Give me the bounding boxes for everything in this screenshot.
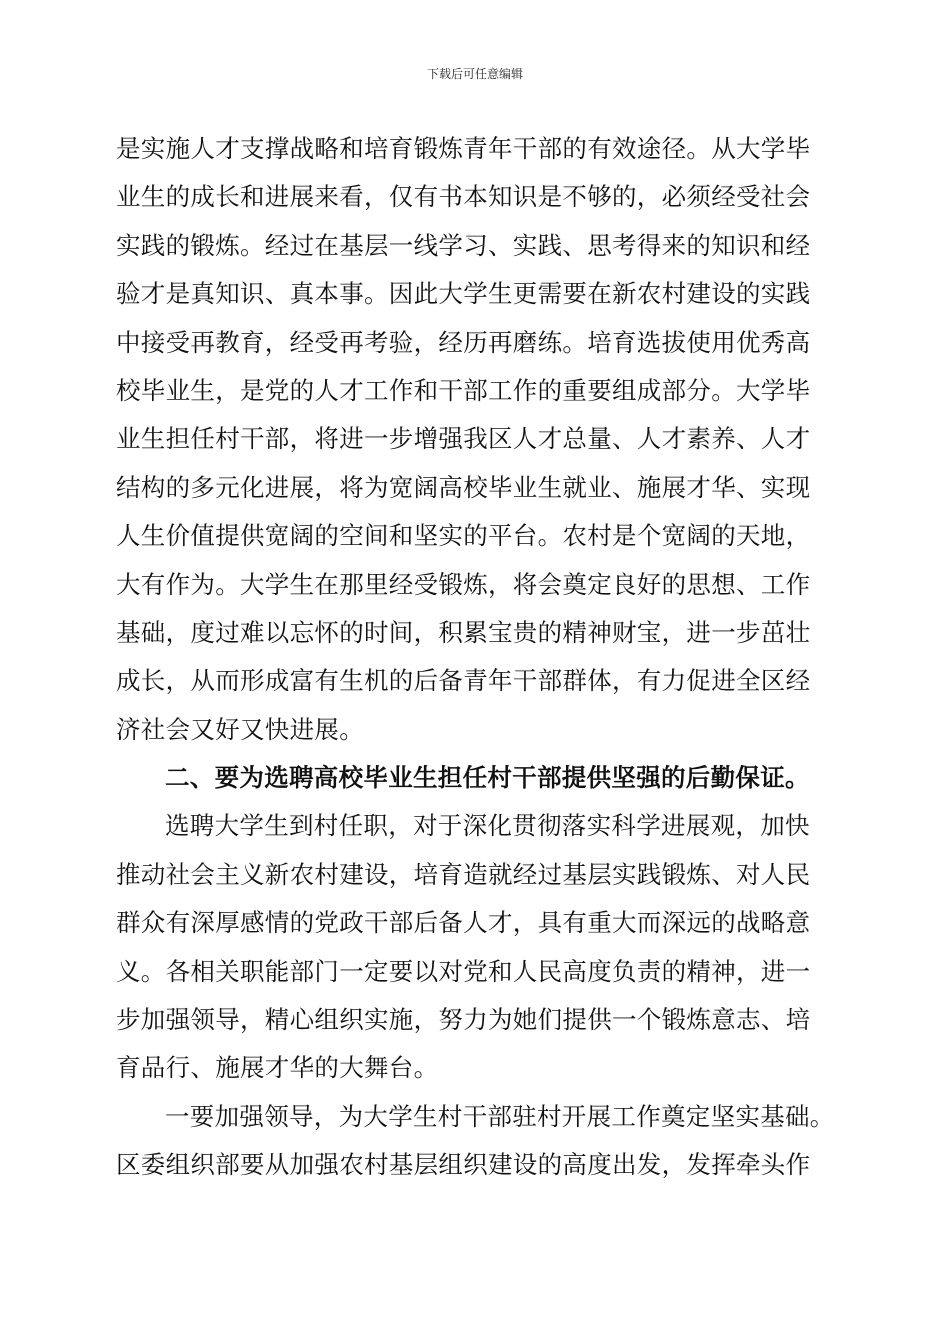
page-header-note: 下载后可任意编辑 (426, 67, 523, 81)
body-line: 选聘大学生到村任职，对于深化贯彻落实科学进展观，加快 (165, 811, 810, 841)
body-line: 步加强领导，精心组织实施，努力为她们提供一个锻炼意志、培 (116, 1005, 811, 1035)
body-line: 实践的锻炼。经过在基层一线学习、实践、思考得来的知识和经 (116, 230, 811, 260)
body-line: 基础，度过难以忘怀的时间，积累宝贵的精神财宝，进一步茁壮 (116, 617, 811, 647)
body-line: 验才是真知识、真本事。因此大学生更需要在新农村建设的实践 (116, 279, 811, 309)
body-line: 济社会又好又快进展。 (116, 714, 364, 744)
body-line: 结构的多元化进展，将为宽阔高校毕业生就业、施展才华、实现 (116, 472, 811, 502)
body-line: 中接受再教育，经受再考验，经历再磨练。培育选拔使用优秀高 (116, 327, 811, 357)
body-line: 人生价值提供宽阔的空间和坚实的平台。农村是个宽阔的天地， (116, 521, 811, 551)
body-line: 义。各相关职能部门一定要以对党和人民高度负责的精神，进一 (116, 956, 811, 986)
body-line: 是实施人才支撑战略和培育锻炼青年干部的有效途径。从大学毕 (116, 134, 811, 163)
body-line: 业生的成长和进展来看，仅有书本知识是不够的，必须经受社会 (116, 182, 811, 212)
body-line: 成长，从而形成富有生机的后备青年干部群体，有力促进全区经 (116, 666, 811, 696)
body-line: 校毕业生，是党的人才工作和干部工作的重要组成部分。大学毕 (116, 375, 811, 405)
body-line: 育品行、施展才华的大舞台。 (116, 1053, 439, 1083)
body-line: 业生担任村干部，将进一步增强我区人才总量、人才素养、人才 (116, 424, 811, 454)
body-line: 群众有深厚感情的党政干部后备人才，具有重大而深远的战略意 (116, 908, 811, 938)
body-line: 区委组织部要从加强农村基层组织建设的高度出发，发挥牵头作 (116, 1150, 811, 1180)
body-line: 一要加强领导，为大学生村干部驻村开展工作奠定坚实基础。 (165, 1101, 835, 1131)
body-line: 推动社会主义新农村建设，培育造就经过基层实践锻炼、对人民 (116, 859, 811, 889)
document-body (116, 125, 836, 1190)
body-line: 大有作为。大学生在那里经受锻炼，将会奠定良好的思想、工作 (116, 569, 811, 599)
section-heading: 二、要为选聘高校毕业生担任村干部提供坚强的后勤保证。 (165, 763, 810, 793)
